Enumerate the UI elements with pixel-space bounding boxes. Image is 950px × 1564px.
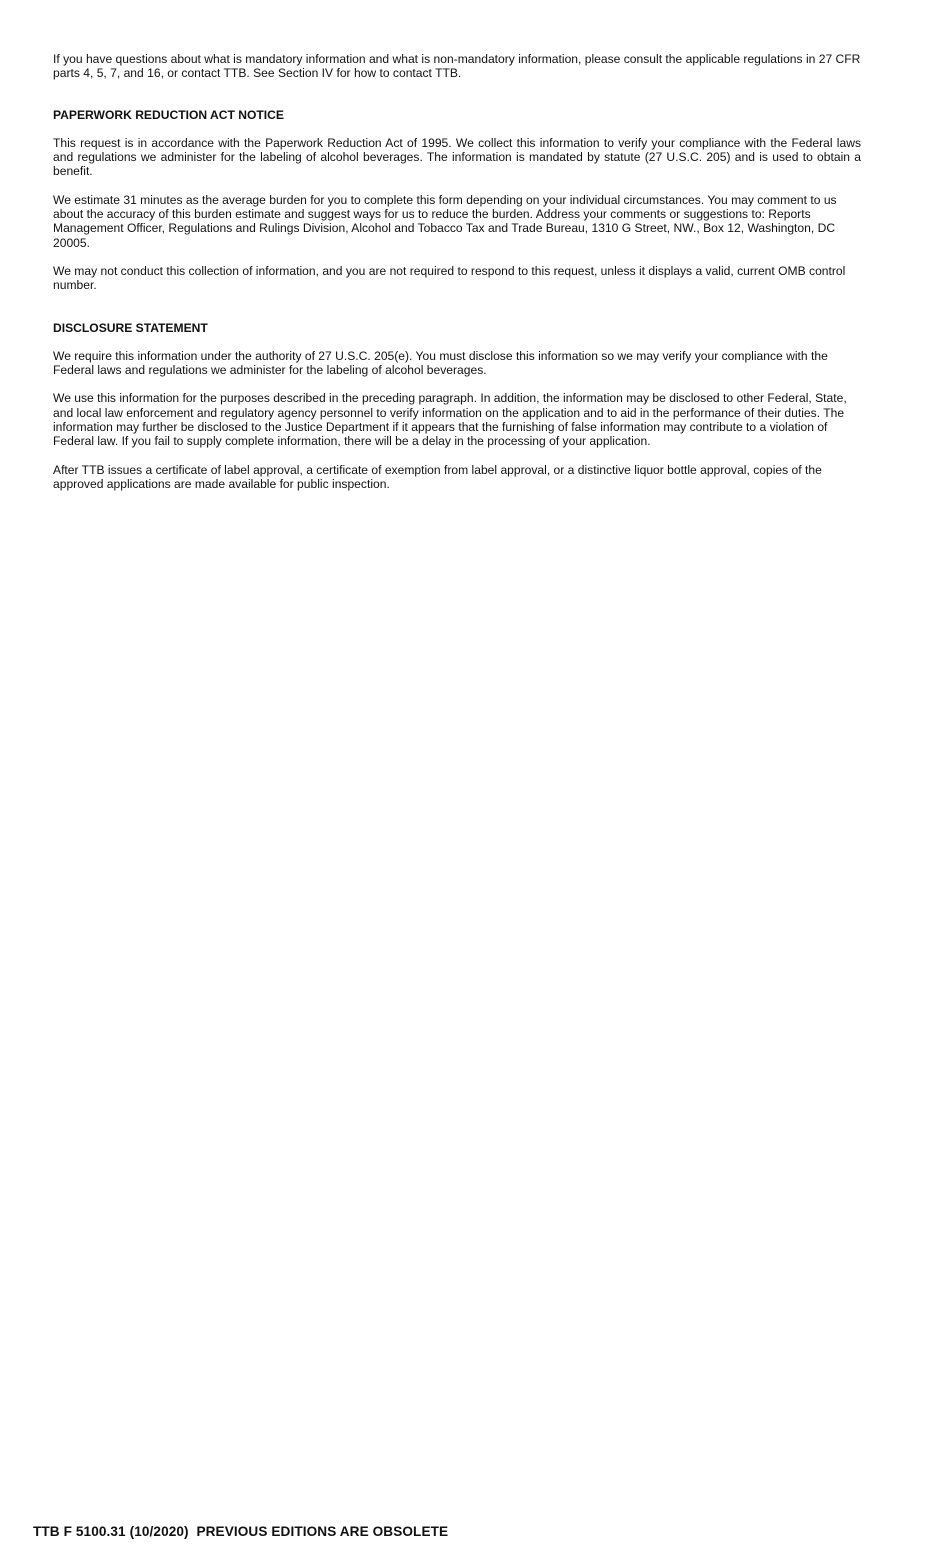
disclosure-statement-section <box>53 321 861 492</box>
omb-control-paragraph: We may not conduct this collection of information, and you are not required to respond to this request, unless it displays a valid, current OMB control number. <box>53 263 846 293</box>
disclosure-statement-heading: DISCLOSURE STATEMENT <box>53 320 208 335</box>
paperwork-reduction-section <box>53 108 861 293</box>
burden-estimate-paragraph: We estimate 31 minutes as the average burden for you to complete this form depending on your individual circumstances. You may comment to us about the accuracy of this burden estimate and suggest ways for us to reduce the burden. Address your comments or suggestions to: Reports Management Officer, Regulations and Rulings Division, Alcohol and Tobacco Tax and Trade Bureau, 1310 G Street, NW., Box 12, Washington, DC 20005. <box>53 192 837 250</box>
disclosure-use-paragraph: We use this information for the purposes described in the preceding paragraph. In addition, the information may be disclosed to other Federal, State, and local law enforcement and regulatory agency personnel to verify information on the application and to aid in the performance of their duties. The information may further be disclosed to the Justice Department if it appears that the furnishing of false information may contribute to a violation of Federal law. If you fail to supply complete information, there will be a delay in the processing of your application. <box>53 391 847 449</box>
intro-paragraph: If you have questions about what is mandatory information and what is non-mandatory information, please consult the applicable regulations in 27 CFR parts 4, 5, 7, and 16, or contact TTB. See Section IV for how to contact TTB. <box>53 52 861 81</box>
form-footer: TTB F 5100.31 (10/2020) PREVIOUS EDITIONS ARE OBSOLETE <box>33 1524 449 1539</box>
document-body <box>53 52 861 491</box>
paperwork-reduction-paragraph: This request is in accordance with the Paperwork Reduction Act of 1995. We collect this information to verify your compliance with the Federal laws and regulations we administer for the labeling of alcohol beverages. The information is mandated by statute (27 U.S.C. 205) and is used to obtain a benefit. <box>53 135 861 179</box>
public-inspection-paragraph: After TTB issues a certificate of label approval, a certificate of exemption from label approval, or a distinctive liquor bottle approval, copies of the approved applications are made available for public inspection. <box>53 462 822 491</box>
paperwork-reduction-heading: PAPERWORK REDUCTION ACT NOTICE <box>53 107 284 122</box>
disclosure-authority-paragraph: We require this information under the authority of 27 U.S.C. 205(e). You must disclose this information so we may verify your compliance with the Federal laws and regulations we administer for the labeling of alcohol beverages. <box>53 348 828 378</box>
